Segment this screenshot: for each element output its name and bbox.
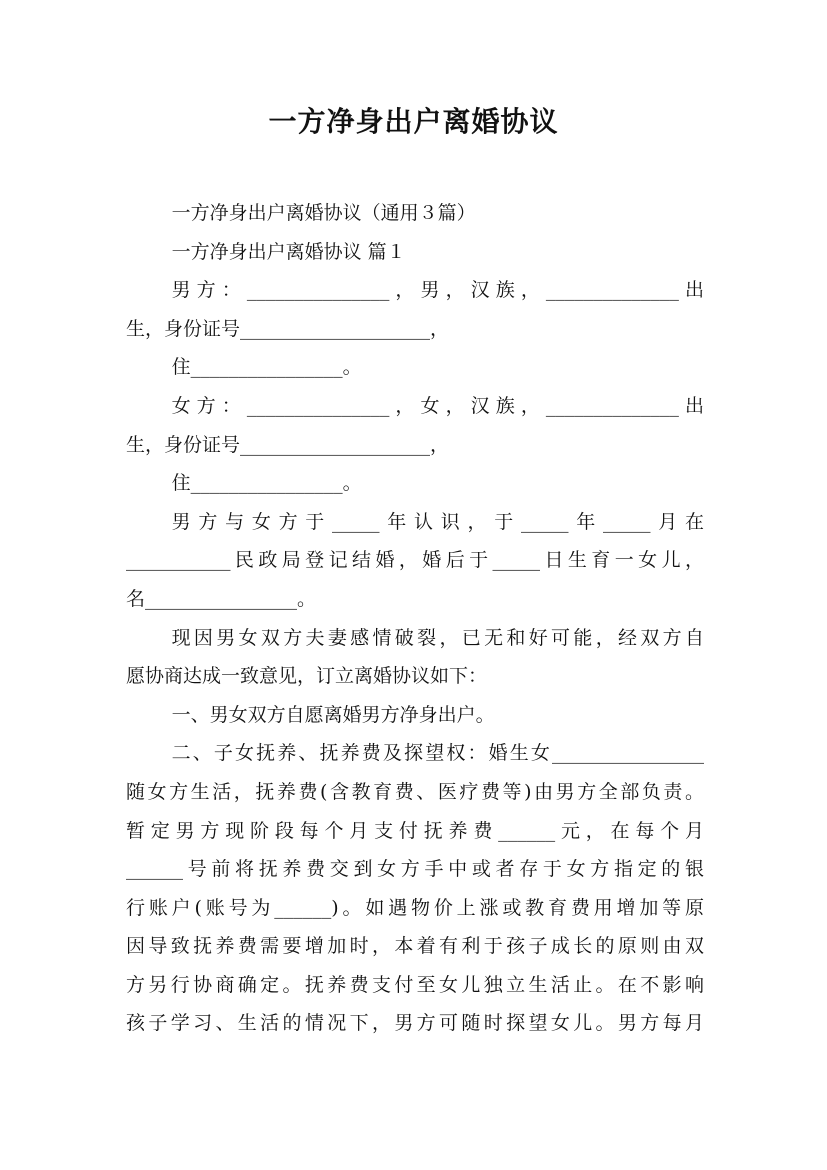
- paragraph-line: 一方净身出户离婚协议（通用３篇）: [171, 202, 476, 224]
- paragraph-line: 现因男女双方夫妻感情破裂，已无和好可能，经双方自: [171, 626, 704, 649]
- document-body: [126, 194, 704, 1043]
- paragraph-line: 暂定男方现阶段每个月支付抚养费______元，在每个月: [126, 819, 704, 842]
- paragraph-line: 二、子女抚养、抚养费及探望权：婚生女________________: [171, 742, 704, 765]
- paragraph-line: 男方与女方于_____年认识，于_____年_____月在: [171, 510, 704, 533]
- paragraph-line: 一方净身出户离婚协议 篇１: [171, 240, 406, 263]
- paragraph-line: 名________________。: [126, 587, 317, 610]
- paragraph-line: 一、男女双方自愿离婚男方净身出户。: [171, 703, 495, 726]
- paragraph-line: 生，身份证号____________________，: [126, 433, 450, 456]
- paragraph-line: 愿协商达成一致意见，订立离婚协议如下：: [126, 665, 488, 688]
- paragraph-line: 男方：_______________，男，汉族，______________出: [171, 279, 704, 302]
- paragraph-line: ______号前将抚养费交到女方手中或者存于女方指定的银: [126, 858, 704, 881]
- paragraph-line: 女方：_______________，女，汉族，______________出: [171, 394, 704, 417]
- paragraph-line: 生，身份证号____________________，: [126, 317, 450, 340]
- paragraph-line: 住________________。: [171, 472, 362, 495]
- paragraph-line: 孩子学习、生活的情况下，男方可随时探望女儿。男方每月: [126, 1012, 704, 1035]
- paragraph-line: ___________民政局登记结婚，婚后于_____日生育一女儿，: [126, 549, 704, 572]
- document-title: 一方净身出户离婚协议: [268, 105, 559, 138]
- paragraph-line: 住________________。: [171, 356, 362, 379]
- paragraph-line: 行账户(账号为______)。如遇物价上涨或教育费用增加等原: [126, 896, 704, 919]
- paragraph-line: 方另行协商确定。抚养费支付至女儿独立生活止。在不影响: [126, 973, 704, 996]
- paragraph-line: 因导致抚养费需要增加时，本着有利于孩子成长的原则由双: [126, 935, 704, 958]
- paragraph-line: 随女方生活，抚养费(含教育费、医疗费等)由男方全部负责。: [126, 780, 704, 803]
